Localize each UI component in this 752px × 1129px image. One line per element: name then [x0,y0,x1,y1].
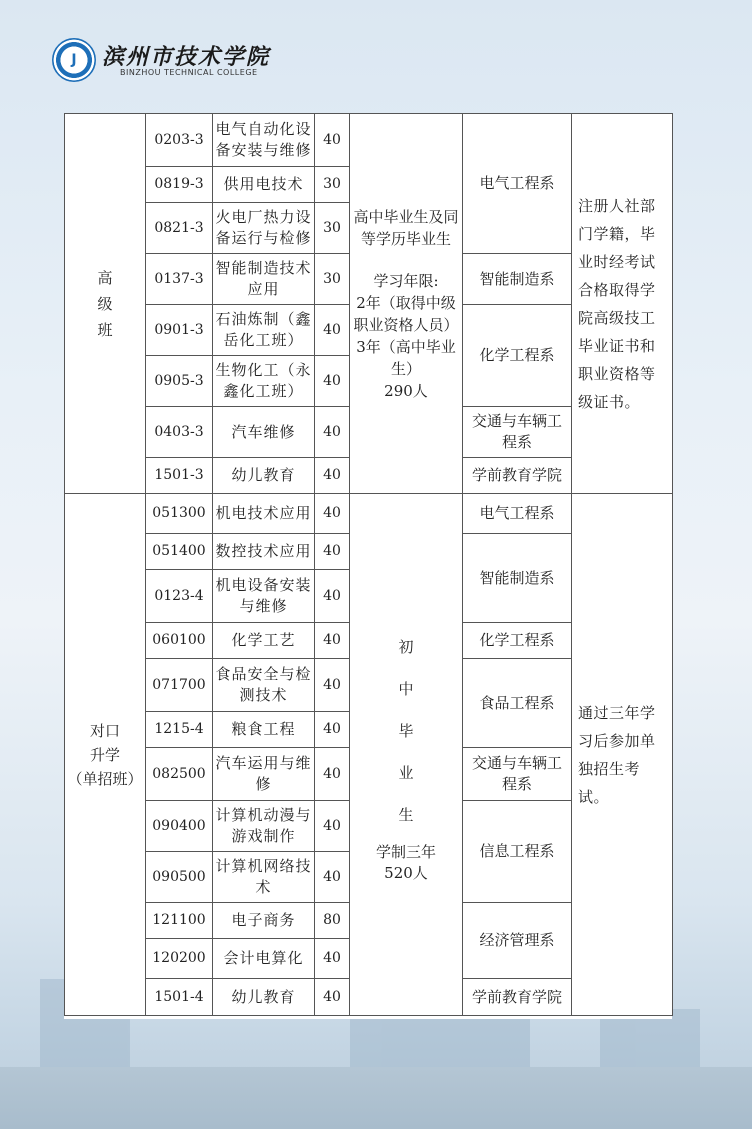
department-cell: 交通与车辆工程系 [463,407,572,458]
note-cell: 通过三年学习后参加单独招生考试。 [572,494,673,1016]
major-code: 0821-3 [146,203,213,254]
table-row [65,114,673,167]
duration-label: 学习年限: [373,271,439,290]
enroll-count: 40 [315,712,350,748]
enroll-count: 40 [315,801,350,852]
enroll-count: 30 [315,167,350,203]
enroll-count: 40 [315,458,350,494]
enroll-count: 40 [315,356,350,407]
requirement-char: 生 [398,805,414,824]
major-code: 121100 [146,903,213,939]
department-cell: 电气工程系 [463,494,572,534]
enroll-count: 40 [315,939,350,979]
category-cell [65,494,146,1016]
enroll-count: 40 [315,852,350,903]
major-code: 120200 [146,939,213,979]
department-cell: 信息工程系 [463,801,572,903]
enroll-count: 40 [315,305,350,356]
department-cell: 食品工程系 [463,659,572,748]
major-name: 会计电算化 [213,939,315,979]
enroll-count: 40 [315,570,350,623]
department-cell: 交通与车辆工程系 [463,748,572,801]
department-cell: 化学工程系 [463,305,572,407]
department-cell: 智能制造系 [463,254,572,305]
major-name: 数控技术应用 [213,534,315,570]
major-code: 090400 [146,801,213,852]
major-code: 0905-3 [146,356,213,407]
major-code: 060100 [146,623,213,659]
note-cell: 注册人社部门学籍，毕业时经考试合格取得学院高级技工毕业证书和职业资格等级证书。 [572,114,673,494]
major-name: 电气自动化设备安装与维修 [213,114,315,167]
major-name: 机电设备安装与维修 [213,570,315,623]
major-code: 071700 [146,659,213,712]
major-name: 生物化工（永鑫化工班） [213,356,315,407]
major-code: 0203-3 [146,114,213,167]
major-code: 082500 [146,748,213,801]
enroll-count: 40 [315,494,350,534]
enrollment-table [64,113,673,1016]
major-code: 051400 [146,534,213,570]
major-name: 机电技术应用 [213,494,315,534]
department-cell: 学前教育学院 [463,979,572,1016]
major-code: 051300 [146,494,213,534]
enroll-count: 30 [315,203,350,254]
category-label-3: （单招班） [67,769,143,788]
duration-detail-2: 3年（高中毕业生） [356,337,456,378]
department-cell: 化学工程系 [463,623,572,659]
enrollment-total: 520人 [384,863,428,882]
school-logo-icon: J [52,38,96,82]
major-name: 电子商务 [213,903,315,939]
requirement-char: 中 [398,679,414,698]
major-name: 计算机网络技术 [213,852,315,903]
requirement-char: 业 [398,763,414,782]
requirement-cell [350,494,463,1016]
major-code: 0123-4 [146,570,213,623]
category-label: 高级班 [97,268,113,339]
department-cell: 学前教育学院 [463,458,572,494]
major-code: 1501-4 [146,979,213,1016]
category-label-1: 对口 [89,721,120,740]
major-name: 火电厂热力设备运行与检修 [213,203,315,254]
major-code: 0901-3 [146,305,213,356]
department-cell: 电气工程系 [463,114,572,254]
enroll-count: 40 [315,659,350,712]
school-name-en: BINZHOU TECHNICAL COLLEGE [120,68,258,77]
major-name: 食品安全与检测技术 [213,659,315,712]
major-code: 0137-3 [146,254,213,305]
enroll-count: 40 [315,979,350,1016]
enroll-count: 40 [315,534,350,570]
major-code: 0819-3 [146,167,213,203]
major-code: 090500 [146,852,213,903]
major-name: 供用电技术 [213,167,315,203]
school-name: 滨州市技术学院 [102,44,271,70]
major-code: 1501-3 [146,458,213,494]
major-name: 计算机动漫与游戏制作 [213,801,315,852]
duration-text: 学制三年 [375,842,436,861]
enrollment-total: 290人 [384,381,428,400]
requirement-char: 毕 [398,721,414,740]
background-water [0,1067,752,1129]
major-code: 0403-3 [146,407,213,458]
major-name: 汽车运用与维修 [213,748,315,801]
major-name: 化学工艺 [213,623,315,659]
requirement-cell [350,114,463,494]
enroll-count: 40 [315,407,350,458]
department-cell: 经济管理系 [463,903,572,979]
major-name: 石油炼制（鑫岳化工班） [213,305,315,356]
major-name: 幼儿教育 [213,979,315,1016]
major-name: 粮食工程 [213,712,315,748]
enroll-count: 30 [315,254,350,305]
department-cell: 智能制造系 [463,534,572,623]
enroll-count: 40 [315,114,350,167]
major-code: 1215-4 [146,712,213,748]
table-row [65,494,673,534]
enroll-count: 40 [315,748,350,801]
enroll-count: 40 [315,623,350,659]
major-name: 幼儿教育 [213,458,315,494]
requirement-char: 初 [398,637,414,656]
major-name: 智能制造技术应用 [213,254,315,305]
duration-detail-1: 2年（取得中级职业资格人员） [353,293,459,334]
enroll-count: 80 [315,903,350,939]
major-name: 汽车维修 [213,407,315,458]
category-cell [65,114,146,494]
requirement-text: 高中毕业生及同等学历毕业生 [353,207,459,248]
category-label-2: 升学 [89,745,120,764]
